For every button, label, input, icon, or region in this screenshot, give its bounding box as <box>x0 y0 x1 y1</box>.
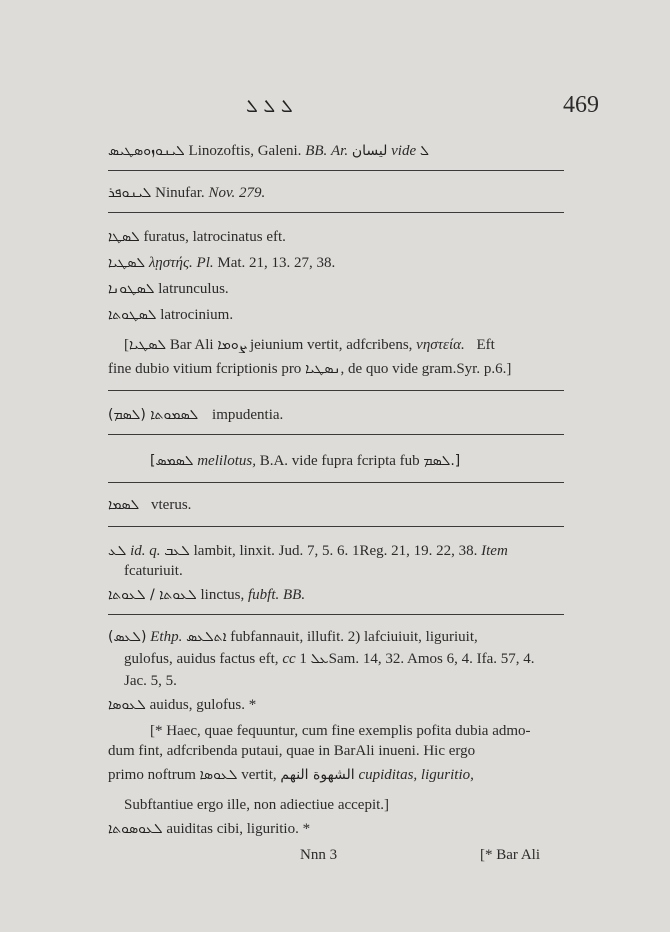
entry-auiditas: ܠܥܘܣܘܬܐ auiditas cibi, liguritio. * <box>108 821 311 837</box>
entry-impudentia: (ܠܣܡ) ܠܣܡܘܬܐ impudentia. <box>108 407 284 423</box>
rule <box>108 212 564 213</box>
note-line1: [* Haec, quae fequuntur, cum fine exemplis pofita dubia admo- <box>150 723 531 739</box>
arabic-word: ليسان <box>351 143 388 159</box>
note-line2: dum fint, adfcribenda putaui, quae in BarAli inueni. Hic ergo <box>108 743 476 759</box>
entry-furatus: ܠܣܛܐ furatus, latrocinatus eft. <box>108 229 286 245</box>
syriac-headword: ܠܝܢܘܙܘܣܛܝܣ <box>108 143 185 159</box>
entry-auidus: ܠܥܘܣܐ auidus, gulofus. * <box>108 697 257 713</box>
entry-subsannauit-line1: (ܠܥܣ) Ethp. ܐܬܠܥܣ fubfannauit, illufit. 2) lafciuiuit, liguriuit, <box>108 629 478 645</box>
catchword: [* Bar Ali <box>480 847 540 863</box>
vide-text: vide <box>391 143 417 159</box>
entry-lestes: ܠܣܛܝܐ λῃστής. Pl. Mat. 21, 13. 27, 38. <box>108 255 336 271</box>
entry-latrunculus: ܠܣܛܘܢܐ latrunculus. <box>108 281 229 297</box>
entry-bar-ali-note-line1: [ܠܣܛܝܐ Bar Ali ܨܘܡܐ jeiunium vertit, adfcribens, νηστεία. Eft <box>124 337 495 353</box>
entry-bar-ali-note-line2: fine dubio vitium fcriptionis pro ܢܣܛܝܐ, de quo vide gram.Syr. p.6.] <box>108 361 512 377</box>
latin-gloss: Linozoftis, Galeni. <box>188 143 302 159</box>
rule <box>108 390 564 391</box>
running-head-syriac: ܠ ܠ ܠ <box>246 96 293 117</box>
note-line3: primo noftrum ܠܥܘܣܐ vertit, الشهوة النهم cupiditas, liguritio, <box>108 767 474 783</box>
syriac-headword: ܠܝܢܘܦܪ <box>108 185 152 201</box>
rule <box>108 434 564 435</box>
page-number: 469 <box>563 92 599 118</box>
source-ref: BB. <box>305 143 328 159</box>
latin-gloss: Ninufar. <box>155 185 205 201</box>
entry-vterus: ܠܣܡܐ vterus. <box>108 497 192 513</box>
rule <box>108 614 564 615</box>
source-ref: Nov. 279. <box>208 185 266 201</box>
signature-mark: Nnn 3 <box>300 847 338 863</box>
entry-lambit-line2: fcaturiuit. <box>124 563 183 579</box>
entry-latrocinium: ܠܣܛܘܬܐ latrocinium. <box>108 307 234 323</box>
rule <box>108 170 564 171</box>
entry-lambit-line1: ܠܥ id. q. ܠܥܒ lambit, linxit. Jud. 7, 5. 6. 1Reg. 21, 19. 22, 38. Item <box>108 543 508 559</box>
entry-ninufar <box>108 184 265 202</box>
rule <box>108 482 564 483</box>
entry-subsannauit-line2: gulofus, auidus factus eft, cc ܥܠ 1Sam. 14, 32. Amos 6, 4. Ifa. 57, 4. <box>124 651 535 667</box>
entry-melilotus: [ܠܣܡܣ melilotus, B.A. vide fupra fcripta fub ܠܣܡ.] <box>150 453 461 469</box>
arabic-label: Ar. <box>331 143 349 159</box>
rule <box>108 526 564 527</box>
entry-subsannauit-line3: Jac. 5, 5. <box>124 673 177 689</box>
note-line4: Subftantiue ergo ille, non adiectiue accepit.] <box>124 797 390 813</box>
syriac-ref: ܠ <box>419 143 429 159</box>
entry-linctus: ܠܥܘܬܐ / ܠܥܘܬܐ linctus, fubft. BB. <box>108 587 306 603</box>
entry-linozostis <box>108 142 429 160</box>
